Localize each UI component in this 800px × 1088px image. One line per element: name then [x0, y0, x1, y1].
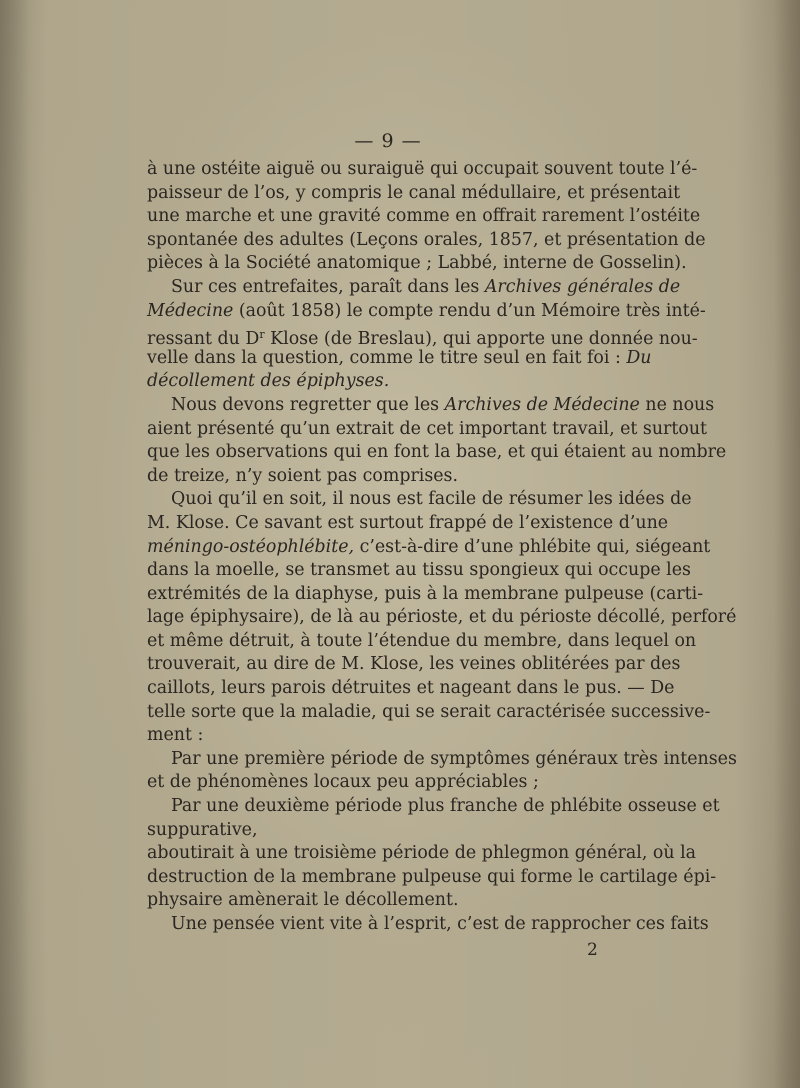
italic-text: Archives de Médecine: [444, 394, 640, 415]
page-number: — 9 —: [354, 130, 422, 152]
text-segment: et de phénomènes locaux peu appréciables ;: [147, 772, 539, 793]
text-segment: destruction de la membrane pulpeuse qui forme le cartilage épi-: [147, 866, 717, 887]
text-line: [147, 370, 629, 394]
text-line: [147, 488, 692, 512]
text-segment: ne nous: [639, 394, 715, 415]
text-segment: Nous devons regretter que les: [171, 394, 445, 415]
text-segment: M. Klose. Ce savant est surtout frappé de l’existence d’une: [147, 512, 669, 533]
text-segment: c’est-à-dire d’une phlébite qui, siégeant: [354, 536, 711, 557]
italic-text: Archives générales de: [484, 276, 681, 297]
text-line: [147, 677, 675, 701]
text-segment: Une pensée vient vite à l’esprit, c’est de rapprocher ces faits: [171, 914, 709, 934]
italic-text: méningo-ostéophlébite,: [147, 536, 355, 557]
text-segment: de treize, n’y soient pas comprises.: [147, 465, 458, 486]
text-segment: Par une deuxième période plus franche de phlébite osseuse et: [171, 796, 720, 817]
text-line: [147, 701, 711, 725]
superscript-text: r: [259, 328, 265, 342]
text-segment: suppurative,: [147, 819, 258, 840]
text-line: [147, 158, 698, 182]
text-segment: spontanée des adultes (Leçons orales, 1857, et présentation de: [147, 229, 706, 250]
text-line: [147, 795, 720, 819]
text-segment: velle dans la question, comme le titre seul en fait foi :: [147, 347, 627, 368]
text-segment: aboutirait à une troisième période de phlegmon général, où la: [147, 843, 697, 864]
text-line: [147, 889, 629, 913]
text-line: [147, 842, 697, 866]
text-segment: dans la moelle, se transmet au tissu spongieux qui occupe les: [147, 560, 691, 581]
text-segment: à une ostéite aiguë ou suraiguë qui occupait souvent toute l’é-: [147, 159, 698, 179]
text-line: [147, 913, 709, 937]
text-line: [147, 866, 717, 890]
text-line: [147, 441, 727, 465]
text-segment: une marche et une gravité comme en offrait rarement l’ostéite: [147, 206, 701, 227]
page-edge-shadow-right: [774, 0, 800, 1088]
text-line: [147, 536, 711, 560]
text-line: [147, 724, 629, 748]
text-segment: telle sorte que la maladie, qui se serait caractérisée successive-: [147, 701, 711, 722]
text-line: [147, 205, 701, 229]
text-segment: physaire amènerait le décollement.: [147, 890, 459, 911]
text-line: [147, 630, 697, 654]
text-segment: Klose (de Breslau), qui apporte une donnée nou-: [264, 329, 698, 350]
text-segment: Sur ces entrefaites, paraît dans les: [171, 276, 485, 297]
text-line: [147, 418, 708, 442]
text-line: [147, 276, 681, 300]
italic-text: décollement des épiphyses.: [147, 371, 390, 392]
text-line: [147, 465, 629, 489]
text-line: [147, 559, 691, 583]
italic-text: Médecine: [147, 300, 234, 321]
text-segment: caillots, leurs parois détruites et nageant dans le pus. — De: [147, 678, 675, 699]
document-page: [147, 128, 737, 960]
signature-mark: 2: [587, 940, 598, 960]
text-line: [147, 323, 698, 350]
text-segment: que les observations qui en font la base, et qui étaient au nombre: [147, 442, 727, 463]
text-segment: lage épiphysaire), de là au périoste, et du périoste décollé, perforé: [147, 607, 737, 628]
text-segment: extrémités de la diaphyse, puis à la membrane pulpeuse (carti-: [147, 583, 704, 604]
text-segment: et même détruit, à toute l’étendue du membre, dans lequel on: [147, 630, 697, 651]
text-segment: Par une première période de symptômes généraux très intenses: [171, 748, 737, 769]
text-line: [147, 583, 704, 607]
text-line: [147, 512, 669, 536]
text-line: [147, 182, 681, 206]
text-segment: aient présenté qu’un extrait de cet important travail, et surtout: [147, 418, 708, 439]
text-line: [147, 229, 706, 253]
text-segment: (août 1858) le compte rendu d’un Mémoire très inté-: [233, 300, 706, 321]
text-segment: paisseur de l’os, y compris le canal médullaire, et présentait: [147, 182, 681, 203]
text-line: [147, 606, 737, 630]
text-line: [147, 771, 629, 795]
italic-text: Du: [626, 347, 652, 368]
text-segment: Quoi qu’il en soit, il nous est facile de résumer les idées de: [171, 489, 692, 510]
text-line: [147, 748, 737, 772]
body-text: [147, 158, 737, 937]
text-line: [147, 347, 652, 371]
text-segment: ment :: [147, 725, 204, 746]
text-line: [147, 252, 687, 276]
text-line: [147, 394, 715, 418]
text-line: [147, 653, 681, 677]
page-edge-shadow-left: [0, 0, 30, 1088]
text-segment: pièces à la Société anatomique ; Labbé, interne de Gosselin).: [147, 253, 687, 274]
text-segment: trouverait, au dire de M. Klose, les veines oblitérées par des: [147, 654, 681, 675]
text-line: [147, 300, 706, 324]
text-segment: ressant du D: [147, 329, 260, 350]
text-line: [147, 819, 629, 843]
